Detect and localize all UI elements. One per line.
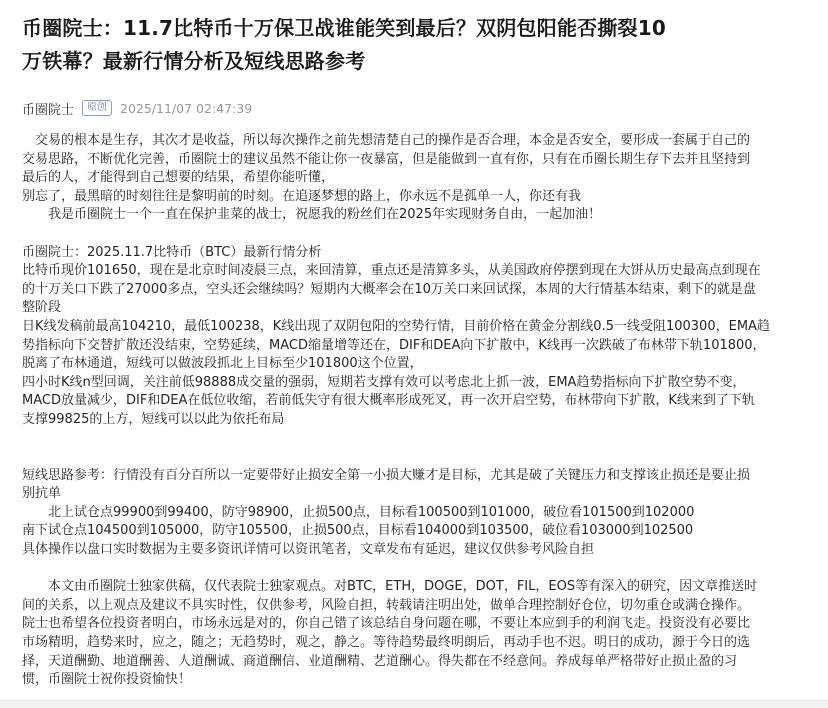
body-line: MACD放量减少，DIF和DEA在低位收缩，若前低失守有很大概率形成死叉，再一次开启空势，布林带向下扩散，K线来到了下轨 — [22, 393, 755, 409]
body-line — [22, 560, 812, 579]
original-badge: 原创 — [82, 100, 112, 116]
article-title-line-2: 万铁幕？最新行情分析及短线思路参考 — [22, 49, 366, 73]
publish-date: 2025/11/07 02:47:39 — [120, 100, 253, 116]
body-line: 北上试仓点99900到99400，防守98900，止损500点，目标看100500到101000，破位看101500到102000 — [22, 504, 695, 520]
body-line: 交易的根本是生存，其次才是收益，所以每次操作之前先想清楚自己的操作是否合理，本金是否安全，要形成一套属于自己的 — [22, 133, 751, 148]
body-line: 别抗单 — [22, 486, 62, 502]
article-title — [22, 12, 812, 78]
article-meta — [22, 98, 252, 118]
body-line: 惯，币圈院士祝你投资愉快！ — [22, 672, 192, 688]
body-line: 势指标向下交替扩散还没结束，空势延续，MACD缩量增等还在，DIF和DEA向下扩散中，K线再一次跌破了布林带下轨101800， — [22, 337, 766, 353]
article-title-line-1: 币圈院士：11.7比特币十万保卫战谁能笑到最后？双阴包阳能否撕裂10 — [22, 16, 666, 40]
body-line: 短线思路参考：行情没有百分百所以一定要带好止损安全第一小损大赚才是目标，尤其是破了关键压力和支撑该止损还是要止损 — [22, 467, 751, 483]
body-line: 四小时K线n型回调，关注前低98888成交量的强弱，短期若支撑有效可以考虑北上抓一波，EMA趋势指标向下扩散空势不变， — [22, 374, 746, 390]
body-line: 日K线发稿前最高104210，最低100238，K线出现了双阴包阳的空势行情，目前价格在黄金分割线0.5一线受阻100300，EMA趋 — [22, 318, 770, 334]
body-line: 院士也希望各位投资者明白，市场永远是对的，你自己错了该总结自身问题在哪，不要让本应到手的利润飞走。投资没有必要比 — [22, 616, 751, 632]
bottom-divider — [0, 700, 828, 708]
body-line — [22, 430, 812, 449]
body-line: 支撑99825的上方，短线可以以此为依托布局 — [22, 411, 285, 427]
body-line: 币圈院士：2025.11.7比特币（BTC）最新行情分析 — [22, 244, 322, 260]
body-line: 最后的人，才能得到自己想要的结果，希望你能听懂， — [22, 170, 335, 186]
body-line: 市场精明，趋势来时，应之，随之；无趋势时，观之，静之。等待趋势最终明朗后，再动手也不迟。明日的成功，源于今日的选 — [22, 635, 751, 651]
body-line: 我是币圈院士一个一直在保护韭菜的战士，祝愿我的粉丝们在2025年实现财务自由，一起加油！ — [22, 207, 602, 223]
body-line: 南下试仓点104500到105000，防守105500，止损500点，目标看104000到103500，破位看103000到102500 — [22, 523, 694, 539]
article-body — [22, 132, 812, 690]
body-line — [22, 448, 812, 467]
body-line: 的十万关口下跌了27000多点，空头还会继续吗？短期内大概率会在10万关口来回试探，本周的大行情基本结束，剩下的就是盘 — [22, 281, 756, 297]
body-line: 比特币现价101650，现在是北京时间凌晨三点，来回清算，重点还是清算多头，从美国政府停摆到现在大饼从历史最高点到现在 — [22, 263, 761, 279]
body-line: 整阶段 — [22, 300, 62, 316]
body-line: 脱离了布林通道，短线可以做波段抓北上目标至少101800这个位置， — [22, 356, 423, 372]
body-line — [22, 225, 812, 244]
body-line: 具体操作以盘口实时数据为主要多资讯详情可以资讯笔者，文章发布有延迟，建议仅供参考风险自担 — [22, 542, 595, 558]
body-line: 本文由币圈院士独家供稿，仅代表院士独家观点。对BTC，ETH，DOGE，DOT，FIL，EOS等有深入的研究，因文章推送时 — [22, 579, 758, 595]
body-line: 交易思路，不断优化完善，币圈院士的建议虽然不能让你一夜暴富，但是能做到一直有你，只有在币圈长期生存下去并且坚持到 — [22, 151, 751, 167]
body-line: 择，天道酬勤、地道酬善、人道酬诚、商道酬信、业道酬精、艺道酬心。得失都在不经意间。养成每单严格带好止损止盈的习 — [22, 653, 738, 669]
body-line: 间的关系，以上观点及建议不具实时性，仅供参考，风险自担，转载请注明出处，做单合理控制好仓位，切勿重仓或满仓操作。 — [22, 597, 751, 613]
author-name[interactable]: 币圈院士 — [22, 102, 75, 118]
body-line: 别忘了，最黑暗的时刻往往是黎明前的时刻。在追逐梦想的路上，你永远不是孤单一人，你还有我 — [22, 188, 582, 204]
